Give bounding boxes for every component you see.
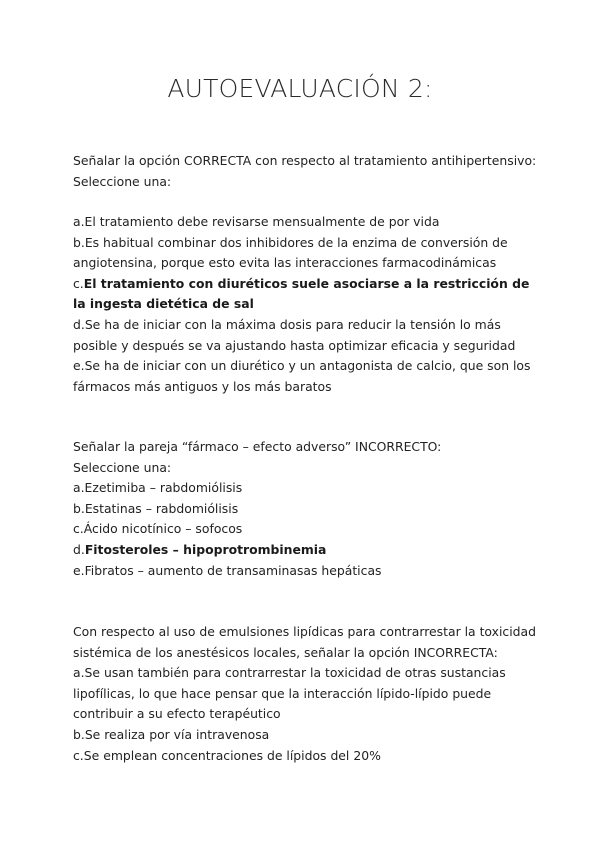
question-prompt: Con respecto al uso de emulsiones lipídicas para contrarrestar la toxicidad sistémica de los anestésicos locales, señalar la opción INCORRECTA: (73, 624, 536, 660)
question-1 (73, 151, 543, 192)
question-instruction: Seleccione una: (73, 459, 172, 475)
option-d-correct: d.Fitosteroles – hipoprotrombinemia (73, 541, 327, 557)
option-c: c.Se emplean concentraciones de lípidos del 20% (73, 747, 381, 763)
question-prompt: Señalar la opción CORRECTA con respecto al tratamiento antihipertensivo: (73, 153, 537, 168)
option-a: a.Se usan también para contrarrestar la toxicidad de otras sustancias lipofílicas, lo que hace pensar que la interacción lípido-lípido puede contribuir a su efecto terapéutico (73, 665, 506, 722)
option-c: c.Ácido nicotínico – sofocos (73, 521, 243, 537)
option-b: b.Se realiza por vía intravenosa (73, 726, 270, 742)
question-instruction: Seleccione una: (73, 173, 172, 189)
question-prompt: Señalar la pareja “fármaco – efecto adverso” INCORRECTO: (73, 439, 442, 454)
page-title: AUTOEVALUACIÓN 2: (167, 74, 433, 103)
option-b: b.Es habitual combinar dos inhibidores de la enzima de conversión de angiotensina, porque esto evita las interacciones farmacodinámicas (73, 234, 508, 271)
question-1-options (73, 212, 543, 397)
option-d: d.Se ha de iniciar con la máxima dosis para reducir la tensión lo más posible y después se va ajustando hasta optimizar eficacia y seguridad (73, 316, 516, 353)
option-e: e.Se ha de iniciar con un diurético y un antagonista de calcio, que son los fármacos más antiguos y los más baratos (73, 358, 531, 394)
question-3 (73, 622, 543, 766)
option-b: b.Estatinas – rabdomiólisis (73, 500, 239, 516)
option-a: a.El tratamiento debe revisarse mensualmente de por vida (73, 214, 440, 229)
question-2 (73, 437, 543, 581)
option-c-correct: c.El tratamiento con diuréticos suele asociarse a la restricción de la ingesta dietética de sal (73, 275, 530, 312)
option-e: e.Fibratos – aumento de transaminasas hepáticas (73, 562, 382, 578)
option-a: a.Ezetimiba – rabdomiólisis (73, 480, 243, 496)
